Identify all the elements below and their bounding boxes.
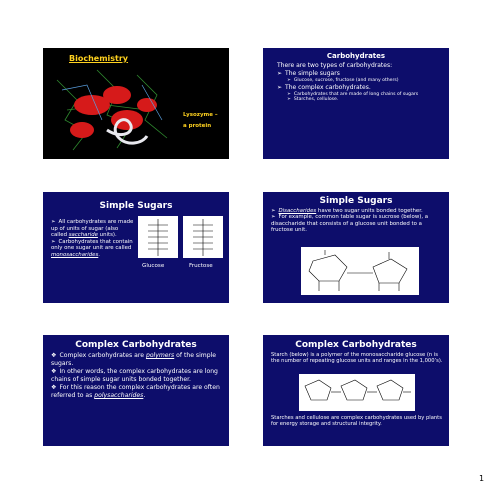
list-item: ➢ Glucose, sucrose, fructose (and many others) [277, 78, 447, 84]
slide-carbohydrates [263, 48, 449, 159]
slide-simple-sugars-2 [263, 192, 449, 303]
bullet-list [51, 219, 135, 259]
list-item: ❖ Complex carbohydrates are polymers of the simple sugars. [51, 352, 227, 368]
sucrose-structure-diagram [301, 247, 419, 295]
list-item: ➢ Carbohydrates that contain only one sugar unit are called monosaccharides. [51, 239, 135, 259]
slide-caption: Lysozyme – a protein [183, 112, 218, 129]
bullet-list [51, 352, 227, 401]
glucose-label: Glucose [142, 263, 165, 269]
slide-simple-sugars-1 [43, 192, 229, 303]
paragraph-starch: Starch (below) is a polymer of the monosaccharide glucose (n is the number of repeating glucose units and ranges in the 1,000’s). [271, 352, 443, 365]
slide-biochemistry [43, 48, 229, 159]
list-item: ➢ For example, common table sugar is sucrose (below), a disaccharide that consists of a glucose unit bonded to a fructose unit. [271, 214, 445, 233]
page-number: 1 [479, 474, 485, 483]
list-item: ❖ In other words, the complex carbohydrates are long chains of simple sugar units bonded together. [51, 368, 227, 384]
slide-title: Simple Sugars [99, 201, 173, 211]
intro-text: There are two types of carbohydrates: [277, 62, 393, 69]
list-item: ➢ The complex carbohydrates. [277, 84, 447, 92]
list-item: ➢ Disaccharides have two sugar units bonded together. [271, 208, 445, 214]
slide-title: Biochemistry [69, 54, 129, 63]
fructose-structure-diagram [183, 216, 223, 258]
slide-complex-carbohydrates-2 [263, 335, 449, 446]
list-item: ➢ All carbohydrates are made up of units of sugar (also called saccharide units). [51, 219, 135, 239]
slide-title: Complex Carbohydrates [295, 340, 417, 350]
list-item: ➢ Carbohydrates that are made of long chains of sugars [277, 92, 447, 98]
slide-title: Carbohydrates [326, 52, 386, 60]
paragraph-starches: Starches and cellulose are complex carbohydrates used by plants for energy storage and structural integrity. [271, 415, 442, 428]
fructose-label: Fructose [189, 263, 213, 269]
slide-title: Complex Carbohydrates [75, 340, 197, 350]
list-item: ❖ For this reason the complex carbohydrates are often referred to as polysaccharides. [51, 384, 227, 400]
starch-structure-diagram [299, 374, 415, 411]
bullet-list [271, 208, 445, 234]
slide-title: Simple Sugars [319, 196, 393, 206]
lysozyme-protein-image [47, 60, 177, 159]
glucose-structure-diagram [138, 216, 178, 258]
list-item: ➢ Starches, cellulose. [277, 97, 447, 103]
bullet-list [277, 70, 447, 103]
slide-complex-carbohydrates-1 [43, 335, 229, 446]
list-item: ➢ The simple sugars [277, 70, 447, 78]
